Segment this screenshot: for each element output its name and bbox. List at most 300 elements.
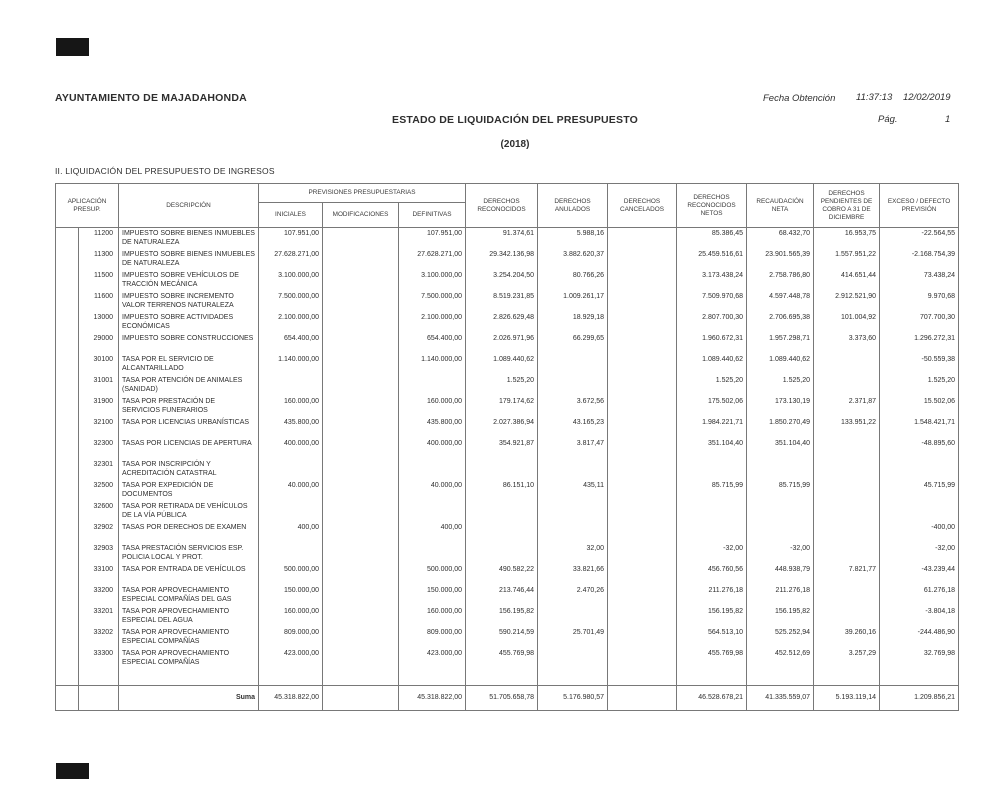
row-derechos-anulados xyxy=(538,354,608,375)
fecha-obtencion-date: 12/02/2019 xyxy=(903,92,951,103)
page-number-value: 1 xyxy=(945,114,951,125)
row-pendientes-cobro: 101.004,92 xyxy=(814,312,880,333)
row-pendientes-cobro: 16.953,75 xyxy=(814,228,880,250)
row-gap xyxy=(56,354,79,375)
row-exceso-defecto: -48.895,60 xyxy=(880,438,959,459)
row-definitivas: 150.000,00 xyxy=(399,585,466,606)
table-row xyxy=(56,648,959,669)
row-code: 11200 xyxy=(79,228,119,250)
scan-registration-mark-bottom xyxy=(56,763,89,779)
suma-exceso-defecto: 1.209.856,21 xyxy=(880,686,959,711)
row-derechos-netos: 25.459.516,61 xyxy=(677,249,747,270)
row-definitivas: 423.000,00 xyxy=(399,648,466,669)
row-description: TASA POR APROVECHAMIENTO ESPECIAL COMPAÑÍAS xyxy=(119,627,259,648)
row-code: 32100 xyxy=(79,417,119,438)
row-derechos-cancelados xyxy=(608,480,677,501)
row-recaudacion-neta: 1.957.298,71 xyxy=(747,333,814,354)
row-derechos-reconocidos: 2.826.629,48 xyxy=(466,312,538,333)
row-code: 32600 xyxy=(79,501,119,522)
row-modificaciones xyxy=(323,270,399,291)
row-iniciales: 423.000,00 xyxy=(259,648,323,669)
row-derechos-cancelados xyxy=(608,627,677,648)
row-derechos-reconocidos xyxy=(466,543,538,564)
row-description: IMPUESTO SOBRE INCREMENTO VALOR TERRENOS NATURALEZA xyxy=(119,291,259,312)
row-pendientes-cobro xyxy=(814,543,880,564)
col-header-iniciales: INICIALES xyxy=(259,203,323,228)
row-iniciales: 400,00 xyxy=(259,522,323,543)
row-description: TASA POR EXPEDICIÓN DE DOCUMENTOS xyxy=(119,480,259,501)
row-pendientes-cobro xyxy=(814,585,880,606)
col-header-exceso-defecto: EXCESO / DEFECTO PREVISIÓN xyxy=(880,184,959,228)
row-gap xyxy=(56,522,79,543)
row-iniciales: 809.000,00 xyxy=(259,627,323,648)
document-title: ESTADO DE LIQUIDACIÓN DEL PRESUPUESTO xyxy=(391,114,638,126)
row-recaudacion-neta: 1.850.270,49 xyxy=(747,417,814,438)
row-recaudacion-neta: 2.758.786,80 xyxy=(747,270,814,291)
table-footer xyxy=(56,669,959,711)
row-derechos-reconocidos xyxy=(466,501,538,522)
col-header-derechos-cancelados: DERECHOS CANCELADOS xyxy=(608,184,677,228)
row-derechos-reconocidos: 156.195,82 xyxy=(466,606,538,627)
row-modificaciones xyxy=(323,543,399,564)
row-exceso-defecto: -32,00 xyxy=(880,543,959,564)
row-modificaciones xyxy=(323,564,399,585)
row-derechos-reconocidos: 8.519.231,85 xyxy=(466,291,538,312)
row-iniciales: 2.100.000,00 xyxy=(259,312,323,333)
row-code: 32300 xyxy=(79,438,119,459)
row-exceso-defecto xyxy=(880,501,959,522)
row-pendientes-cobro xyxy=(814,438,880,459)
row-derechos-anulados: 5.988,16 xyxy=(538,228,608,250)
suma-derechos-reconocidos: 51.705.658,78 xyxy=(466,686,538,711)
row-derechos-reconocidos xyxy=(466,459,538,480)
row-derechos-anulados: 18.929,18 xyxy=(538,312,608,333)
row-gap xyxy=(56,459,79,480)
row-pendientes-cobro: 1.557.951,22 xyxy=(814,249,880,270)
row-modificaciones xyxy=(323,522,399,543)
row-iniciales: 7.500.000,00 xyxy=(259,291,323,312)
table-row xyxy=(56,501,959,522)
row-iniciales xyxy=(259,459,323,480)
row-modificaciones xyxy=(323,438,399,459)
budget-year: (2018) xyxy=(500,139,530,150)
row-derechos-reconocidos: 179.174,62 xyxy=(466,396,538,417)
table-row xyxy=(56,249,959,270)
row-code: 33100 xyxy=(79,564,119,585)
organization-name: AYUNTAMIENTO DE MAJADAHONDA xyxy=(55,92,247,104)
col-header-descripcion: DESCRIPCIÓN xyxy=(119,184,259,228)
row-definitivas xyxy=(399,501,466,522)
suma-pendientes-cobro: 5.193.119,14 xyxy=(814,686,880,711)
row-description: TASA POR LICENCIAS URBANÍSTICAS xyxy=(119,417,259,438)
row-pendientes-cobro: 3.373,60 xyxy=(814,333,880,354)
row-recaudacion-neta: -32,00 xyxy=(747,543,814,564)
col-header-derechos-reconocidos: DERECHOS RECONOCIDOS xyxy=(466,184,538,228)
row-derechos-anulados: 43.165,23 xyxy=(538,417,608,438)
row-derechos-reconocidos: 590.214,59 xyxy=(466,627,538,648)
table-row xyxy=(56,417,959,438)
row-recaudacion-neta: 448.938,79 xyxy=(747,564,814,585)
row-derechos-reconocidos: 490.582,22 xyxy=(466,564,538,585)
row-code: 32903 xyxy=(79,543,119,564)
row-pendientes-cobro: 133.951,22 xyxy=(814,417,880,438)
row-iniciales: 40.000,00 xyxy=(259,480,323,501)
row-iniciales xyxy=(259,543,323,564)
row-description: IMPUESTO SOBRE VEHÍCULOS DE TRACCIÓN MECÁNICA xyxy=(119,270,259,291)
section-title: II. LIQUIDACIÓN DEL PRESUPUESTO DE INGRESOS xyxy=(55,166,275,176)
row-recaudacion-neta: 68.432,70 xyxy=(747,228,814,250)
table-row xyxy=(56,228,959,250)
table-row xyxy=(56,564,959,585)
row-code: 32902 xyxy=(79,522,119,543)
row-iniciales: 160.000,00 xyxy=(259,606,323,627)
row-recaudacion-neta: 85.715,99 xyxy=(747,480,814,501)
row-description: TASAS POR DERECHOS DE EXAMEN xyxy=(119,522,259,543)
row-modificaciones xyxy=(323,480,399,501)
row-exceso-defecto: 15.502,06 xyxy=(880,396,959,417)
row-description: TASA POR APROVECHAMIENTO ESPECIAL COMPAÑÍAS xyxy=(119,648,259,669)
row-definitivas xyxy=(399,375,466,396)
row-derechos-reconocidos: 213.746,44 xyxy=(466,585,538,606)
row-definitivas: 654.400,00 xyxy=(399,333,466,354)
row-modificaciones xyxy=(323,585,399,606)
row-derechos-netos: 1.984.221,71 xyxy=(677,417,747,438)
row-gap xyxy=(56,249,79,270)
row-modificaciones xyxy=(323,312,399,333)
row-derechos-cancelados xyxy=(608,396,677,417)
row-gap xyxy=(56,291,79,312)
row-derechos-reconocidos: 91.374,61 xyxy=(466,228,538,250)
row-gap xyxy=(56,543,79,564)
row-derechos-netos: 1.525,20 xyxy=(677,375,747,396)
row-derechos-cancelados xyxy=(608,354,677,375)
row-definitivas: 2.100.000,00 xyxy=(399,312,466,333)
table-header xyxy=(56,184,959,228)
row-exceso-defecto: -50.559,38 xyxy=(880,354,959,375)
row-definitivas: 3.100.000,00 xyxy=(399,270,466,291)
row-derechos-netos xyxy=(677,522,747,543)
row-derechos-cancelados xyxy=(608,459,677,480)
row-modificaciones xyxy=(323,291,399,312)
row-derechos-netos: 156.195,82 xyxy=(677,606,747,627)
row-iniciales: 500.000,00 xyxy=(259,564,323,585)
row-gap xyxy=(56,270,79,291)
row-modificaciones xyxy=(323,459,399,480)
row-description: TASA POR ENTRADA DE VEHÍCULOS xyxy=(119,564,259,585)
col-header-derechos-anulados: DERECHOS ANULADOS xyxy=(538,184,608,228)
row-code: 32500 xyxy=(79,480,119,501)
table-row xyxy=(56,522,959,543)
row-definitivas xyxy=(399,459,466,480)
row-derechos-cancelados xyxy=(608,501,677,522)
row-derechos-anulados xyxy=(538,648,608,669)
row-definitivas: 107.951,00 xyxy=(399,228,466,250)
col-header-pendientes-cobro: DERECHOS PENDIENTES DE COBRO A 31 DE DICIEMBRE xyxy=(814,184,880,228)
row-pendientes-cobro xyxy=(814,480,880,501)
table-row xyxy=(56,291,959,312)
row-recaudacion-neta: 1.525,20 xyxy=(747,375,814,396)
row-exceso-defecto: 1.525,20 xyxy=(880,375,959,396)
row-modificaciones xyxy=(323,228,399,250)
row-derechos-netos: 455.769,98 xyxy=(677,648,747,669)
row-recaudacion-neta: 2.706.695,38 xyxy=(747,312,814,333)
row-pendientes-cobro xyxy=(814,606,880,627)
row-recaudacion-neta: 211.276,18 xyxy=(747,585,814,606)
row-code: 33201 xyxy=(79,606,119,627)
row-pendientes-cobro xyxy=(814,522,880,543)
table-row xyxy=(56,354,959,375)
row-iniciales: 27.628.271,00 xyxy=(259,249,323,270)
row-modificaciones xyxy=(323,333,399,354)
row-code: 33200 xyxy=(79,585,119,606)
row-derechos-anulados: 25.701,49 xyxy=(538,627,608,648)
row-derechos-netos: 1.089.440,62 xyxy=(677,354,747,375)
row-derechos-reconocidos: 29.342.136,98 xyxy=(466,249,538,270)
row-pendientes-cobro: 7.821,77 xyxy=(814,564,880,585)
row-iniciales: 400.000,00 xyxy=(259,438,323,459)
table-row xyxy=(56,543,959,564)
row-recaudacion-neta: 525.252,94 xyxy=(747,627,814,648)
row-derechos-reconocidos: 1.525,20 xyxy=(466,375,538,396)
row-code: 33202 xyxy=(79,627,119,648)
row-derechos-cancelados xyxy=(608,228,677,250)
row-recaudacion-neta xyxy=(747,522,814,543)
row-derechos-netos: 351.104,40 xyxy=(677,438,747,459)
col-header-definitivas: DEFINITIVAS xyxy=(399,203,466,228)
row-pendientes-cobro xyxy=(814,354,880,375)
row-modificaciones xyxy=(323,648,399,669)
row-recaudacion-neta: 173.130,19 xyxy=(747,396,814,417)
row-code: 32301 xyxy=(79,459,119,480)
row-exceso-defecto: 45.715,99 xyxy=(880,480,959,501)
table-row xyxy=(56,333,959,354)
row-definitivas: 160.000,00 xyxy=(399,606,466,627)
row-iniciales: 150.000,00 xyxy=(259,585,323,606)
row-exceso-defecto: -43.239,44 xyxy=(880,564,959,585)
row-gap xyxy=(56,417,79,438)
row-exceso-defecto: 1.548.421,71 xyxy=(880,417,959,438)
row-modificaciones xyxy=(323,396,399,417)
table-body xyxy=(56,228,959,670)
fecha-obtencion-label: Fecha Obtención xyxy=(763,93,836,104)
row-derechos-anulados: 3.672,56 xyxy=(538,396,608,417)
scan-registration-mark-top xyxy=(56,38,89,56)
row-code: 11300 xyxy=(79,249,119,270)
row-derechos-netos: 85.386,45 xyxy=(677,228,747,250)
suma-definitivas: 45.318.822,00 xyxy=(399,686,466,711)
row-derechos-reconocidos: 3.254.204,50 xyxy=(466,270,538,291)
row-gap xyxy=(56,585,79,606)
row-definitivas xyxy=(399,543,466,564)
liquidation-table xyxy=(55,183,959,711)
row-derechos-anulados: 33.821,66 xyxy=(538,564,608,585)
row-iniciales: 1.140.000,00 xyxy=(259,354,323,375)
row-derechos-anulados xyxy=(538,522,608,543)
row-modificaciones xyxy=(323,501,399,522)
row-iniciales: 160.000,00 xyxy=(259,396,323,417)
row-derechos-anulados: 1.009.261,17 xyxy=(538,291,608,312)
row-derechos-netos: 1.960.672,31 xyxy=(677,333,747,354)
row-iniciales: 107.951,00 xyxy=(259,228,323,250)
row-exceso-defecto: -22.564,55 xyxy=(880,228,959,250)
row-pendientes-cobro: 3.257,29 xyxy=(814,648,880,669)
row-derechos-anulados xyxy=(538,375,608,396)
row-derechos-cancelados xyxy=(608,522,677,543)
row-derechos-cancelados xyxy=(608,270,677,291)
row-derechos-cancelados xyxy=(608,606,677,627)
row-modificaciones xyxy=(323,354,399,375)
row-gap xyxy=(56,375,79,396)
row-gap xyxy=(56,606,79,627)
col-header-recaudacion-neta: RECAUDACIÓN NETA xyxy=(747,184,814,228)
row-derechos-netos: 3.173.438,24 xyxy=(677,270,747,291)
row-gap xyxy=(56,501,79,522)
row-description: TASAS POR LICENCIAS DE APERTURA xyxy=(119,438,259,459)
row-iniciales xyxy=(259,501,323,522)
row-derechos-anulados: 3.817,47 xyxy=(538,438,608,459)
row-derechos-anulados: 3.882.620,37 xyxy=(538,249,608,270)
row-pendientes-cobro xyxy=(814,501,880,522)
row-exceso-defecto: -2.168.754,39 xyxy=(880,249,959,270)
row-derechos-reconocidos: 2.026.971,96 xyxy=(466,333,538,354)
row-recaudacion-neta: 452.512,69 xyxy=(747,648,814,669)
table-row xyxy=(56,375,959,396)
table-row xyxy=(56,585,959,606)
row-derechos-netos xyxy=(677,501,747,522)
row-derechos-reconocidos: 86.151,10 xyxy=(466,480,538,501)
page-number-label: Pág. xyxy=(878,114,898,125)
row-recaudacion-neta: 351.104,40 xyxy=(747,438,814,459)
row-derechos-reconocidos: 2.027.386,94 xyxy=(466,417,538,438)
row-pendientes-cobro xyxy=(814,375,880,396)
row-gap xyxy=(56,627,79,648)
suma-derechos-cancelados xyxy=(608,686,677,711)
row-recaudacion-neta: 1.089.440,62 xyxy=(747,354,814,375)
row-gap xyxy=(56,333,79,354)
row-derechos-netos: 564.513,10 xyxy=(677,627,747,648)
row-derechos-netos: 211.276,18 xyxy=(677,585,747,606)
row-definitivas: 435.800,00 xyxy=(399,417,466,438)
row-definitivas: 400.000,00 xyxy=(399,438,466,459)
row-iniciales: 435.800,00 xyxy=(259,417,323,438)
suma-derechos-anulados: 5.176.980,57 xyxy=(538,686,608,711)
col-header-modificaciones: MODIFICACIONES xyxy=(323,203,399,228)
row-definitivas: 7.500.000,00 xyxy=(399,291,466,312)
row-gap xyxy=(56,438,79,459)
row-code: 13000 xyxy=(79,312,119,333)
row-definitivas: 809.000,00 xyxy=(399,627,466,648)
row-derechos-cancelados xyxy=(608,417,677,438)
row-exceso-defecto: 61.276,18 xyxy=(880,585,959,606)
row-derechos-reconocidos: 1.089.440,62 xyxy=(466,354,538,375)
row-definitivas: 40.000,00 xyxy=(399,480,466,501)
row-pendientes-cobro: 414.651,44 xyxy=(814,270,880,291)
row-derechos-anulados: 80.766,26 xyxy=(538,270,608,291)
row-description: IMPUESTO SOBRE BIENES INMUEBLES DE NATURALEZA xyxy=(119,249,259,270)
row-exceso-defecto: 9.970,68 xyxy=(880,291,959,312)
row-code: 31001 xyxy=(79,375,119,396)
row-derechos-netos: 175.502,06 xyxy=(677,396,747,417)
row-modificaciones xyxy=(323,249,399,270)
row-derechos-netos xyxy=(677,459,747,480)
row-derechos-cancelados xyxy=(608,249,677,270)
row-description: IMPUESTO SOBRE ACTIVIDADES ECONÓMICAS xyxy=(119,312,259,333)
row-gap xyxy=(56,312,79,333)
suma-iniciales: 45.318.822,00 xyxy=(259,686,323,711)
table-row xyxy=(56,627,959,648)
table-row xyxy=(56,438,959,459)
row-derechos-anulados xyxy=(538,606,608,627)
row-derechos-netos: 2.807.700,30 xyxy=(677,312,747,333)
col-header-aplicacion: APLICACIÓN PRESUP. xyxy=(56,184,119,228)
row-description: TASA POR PRESTACIÓN DE SERVICIOS FUNERARIOS xyxy=(119,396,259,417)
row-gap xyxy=(56,228,79,250)
row-derechos-reconocidos: 455.769,98 xyxy=(466,648,538,669)
row-derechos-cancelados xyxy=(608,375,677,396)
row-gap xyxy=(56,396,79,417)
row-derechos-anulados: 66.299,65 xyxy=(538,333,608,354)
row-code: 11500 xyxy=(79,270,119,291)
table-row xyxy=(56,270,959,291)
row-recaudacion-neta: 156.195,82 xyxy=(747,606,814,627)
row-code: 11600 xyxy=(79,291,119,312)
row-gap xyxy=(56,648,79,669)
row-definitivas: 27.628.271,00 xyxy=(399,249,466,270)
row-description: TASA POR APROVECHAMIENTO ESPECIAL DEL AGUA xyxy=(119,606,259,627)
row-description: TASA POR EL SERVICIO DE ALCANTARILLADO xyxy=(119,354,259,375)
row-derechos-reconocidos xyxy=(466,522,538,543)
row-exceso-defecto: 707.700,30 xyxy=(880,312,959,333)
spacer-row xyxy=(56,669,959,686)
row-description: IMPUESTO SOBRE BIENES INMUEBLES DE NATURALEZA xyxy=(119,228,259,250)
row-code: 29000 xyxy=(79,333,119,354)
row-definitivas: 500.000,00 xyxy=(399,564,466,585)
row-derechos-cancelados xyxy=(608,543,677,564)
row-gap xyxy=(56,480,79,501)
row-description: TASA POR RETIRADA DE VEHÍCULOS DE LA VÍA PÚBLICA xyxy=(119,501,259,522)
row-derechos-anulados: 435,11 xyxy=(538,480,608,501)
suma-label: Suma xyxy=(119,686,259,711)
row-derechos-cancelados xyxy=(608,564,677,585)
row-derechos-cancelados xyxy=(608,291,677,312)
row-recaudacion-neta: 4.597.448,78 xyxy=(747,291,814,312)
row-pendientes-cobro: 2.371,87 xyxy=(814,396,880,417)
row-description: TASA POR INSCRIPCIÓN Y ACREDITACIÓN CATASTRAL xyxy=(119,459,259,480)
fecha-obtencion-time: 11:37:13 xyxy=(856,92,893,103)
row-gap xyxy=(56,564,79,585)
row-modificaciones xyxy=(323,375,399,396)
row-derechos-anulados: 32,00 xyxy=(538,543,608,564)
table-row xyxy=(56,396,959,417)
table-row xyxy=(56,606,959,627)
row-derechos-cancelados xyxy=(608,585,677,606)
row-derechos-anulados xyxy=(538,501,608,522)
row-derechos-anulados: 2.470,26 xyxy=(538,585,608,606)
row-modificaciones xyxy=(323,627,399,648)
row-exceso-defecto: 32.769,98 xyxy=(880,648,959,669)
row-derechos-cancelados xyxy=(608,648,677,669)
row-derechos-anulados xyxy=(538,459,608,480)
row-code: 31900 xyxy=(79,396,119,417)
table-row xyxy=(56,480,959,501)
row-exceso-defecto: -244.486,90 xyxy=(880,627,959,648)
suma-modificaciones xyxy=(323,686,399,711)
row-modificaciones xyxy=(323,606,399,627)
row-description: TASA PRESTACIÓN SERVICIOS ESP. POLICIA LOCAL Y PROT. xyxy=(119,543,259,564)
row-derechos-cancelados xyxy=(608,438,677,459)
suma-recaudacion-neta: 41.335.559,07 xyxy=(747,686,814,711)
row-exceso-defecto: 1.296.272,31 xyxy=(880,333,959,354)
